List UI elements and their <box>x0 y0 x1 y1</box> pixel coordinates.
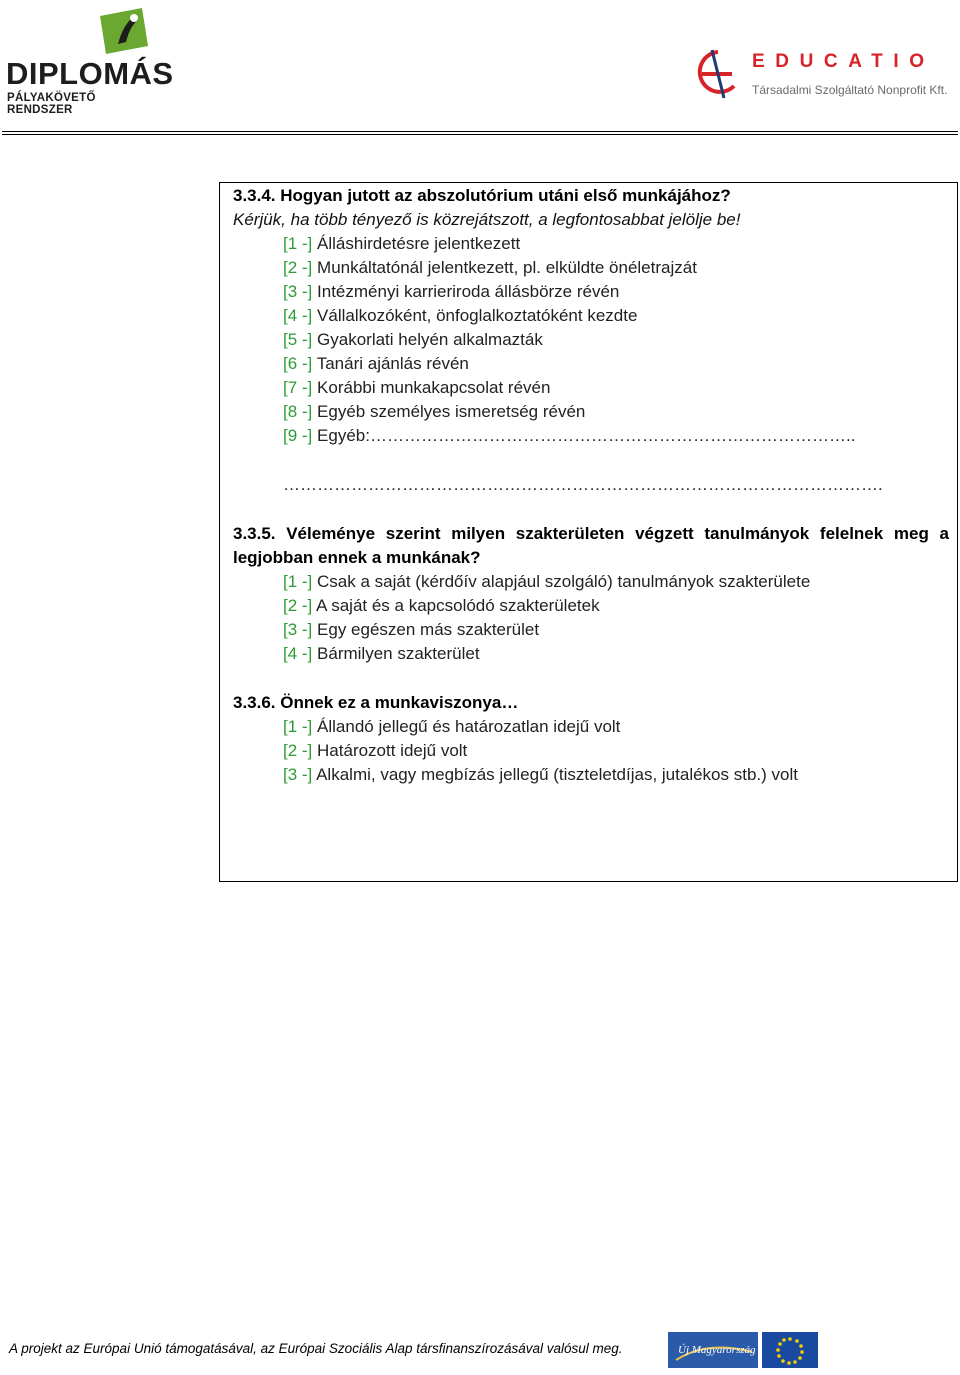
option-label: Álláshirdetésre jelentkezett <box>317 234 521 253</box>
diplomas-subtitle: PÁLYAKÖVETŐ RENDSZER <box>7 92 96 116</box>
answer-option[interactable] <box>283 257 697 279</box>
option-code: [1 -] <box>283 572 313 591</box>
option-code: [3 -] <box>283 620 313 639</box>
answer-option[interactable] <box>283 619 539 641</box>
option-label: Vállalkozóként, önfoglalkoztatóként kezdte <box>317 306 638 325</box>
option-label: Állandó jellegű és határozatlan idejű volt <box>317 717 621 736</box>
option-label: Határozott idejű volt <box>317 741 468 760</box>
educatio-subtitle: Társadalmi Szolgáltató Nonprofit Kft. <box>752 83 948 97</box>
answer-option-other[interactable] <box>283 425 855 447</box>
answer-option[interactable] <box>283 377 550 399</box>
eu-funding-logo <box>668 1330 818 1370</box>
other-fill-line[interactable]: ……………………………………………………………………………………………. <box>283 475 883 494</box>
option-code: [1 -] <box>283 234 313 253</box>
educatio-logo <box>688 44 948 104</box>
educatio-wordmark: EDUCATIO <box>752 51 935 72</box>
option-label: Alkalmi, vagy megbízás jellegű (tiszteletdíjas, jutalékos stb.) volt <box>316 765 798 784</box>
option-code: [4 -] <box>283 306 313 325</box>
option-code: [6 -] <box>283 354 313 373</box>
diplomas-logo <box>4 6 174 116</box>
question-3-3-4-hint: Kérjük, ha több tényező is közrejátszott, a legfontosabbat jelölje be! <box>233 210 741 229</box>
answer-option[interactable] <box>283 353 469 375</box>
question-3-3-5-title-line2: legjobban ennek a munkának? <box>233 548 481 567</box>
option-label: Korábbi munkakapcsolat révén <box>317 378 551 397</box>
option-label: Bármilyen szakterület <box>317 644 480 663</box>
answer-option[interactable] <box>283 643 480 665</box>
option-label: Gyakorlati helyén alkalmazták <box>317 330 543 349</box>
option-code: [5 -] <box>283 330 313 349</box>
question-3-3-4-title: 3.3.4. Hogyan jutott az abszolutórium utáni első munkájához? <box>233 186 731 205</box>
question-3-3-5-title-line1: 3.3.5. Véleménye szerint milyen szakterületen végzett tanulmányok felelnek meg a <box>233 524 949 543</box>
option-label: A saját és a kapcsolódó szakterületek <box>316 596 600 615</box>
educatio-emblem-icon <box>688 46 744 102</box>
option-label: Munkáltatónál jelentkezett, pl. elküldte önéletrajzát <box>317 258 697 277</box>
option-label: Egyéb:………………………………………………………………………….. <box>317 426 856 445</box>
header-rule-thick <box>2 131 958 132</box>
option-label: Egyéb személyes ismeretség révén <box>317 402 586 421</box>
header-rule-thin <box>2 134 958 135</box>
answer-option[interactable] <box>283 281 619 303</box>
question-3-3-6-title: 3.3.6. Önnek ez a munkaviszonya… <box>233 693 519 712</box>
option-code: [2 -] <box>283 741 313 760</box>
option-code: [7 -] <box>283 378 313 397</box>
option-code: [8 -] <box>283 402 313 421</box>
option-code: [2 -] <box>283 596 313 615</box>
option-label: Intézményi karrieriroda állásbörze révén <box>317 282 620 301</box>
answer-option[interactable] <box>283 329 543 351</box>
answer-option[interactable] <box>283 595 600 617</box>
footer-funding-note: A projekt az Európai Unió támogatásával, az Európai Szociális Alap társfinanszírozásával valósul meg. <box>9 1341 623 1356</box>
option-code: [2 -] <box>283 258 313 277</box>
diplomas-wordmark: DIPLOMÁS <box>6 56 174 91</box>
eu-badge-label: Új Magyarország <box>678 1344 756 1356</box>
answer-option[interactable] <box>283 305 637 327</box>
diplomas-emblem-icon <box>96 6 152 58</box>
answer-option[interactable] <box>283 233 520 255</box>
answer-option[interactable] <box>283 764 798 786</box>
answer-option[interactable] <box>283 740 467 762</box>
questionnaire-box <box>219 182 958 882</box>
option-code: [3 -] <box>283 765 313 784</box>
option-code: [1 -] <box>283 717 313 736</box>
option-code: [4 -] <box>283 644 313 663</box>
answer-option[interactable] <box>283 716 620 738</box>
answer-option[interactable] <box>283 401 585 423</box>
option-code: [9 -] <box>283 426 313 445</box>
option-label: Egy egészen más szakterület <box>317 620 540 639</box>
option-label: Tanári ajánlás révén <box>316 354 469 373</box>
option-label: Csak a saját (kérdőív alapjául szolgáló) tanulmányok szakterülete <box>317 572 811 591</box>
option-code: [3 -] <box>283 282 313 301</box>
answer-option[interactable] <box>283 571 810 593</box>
